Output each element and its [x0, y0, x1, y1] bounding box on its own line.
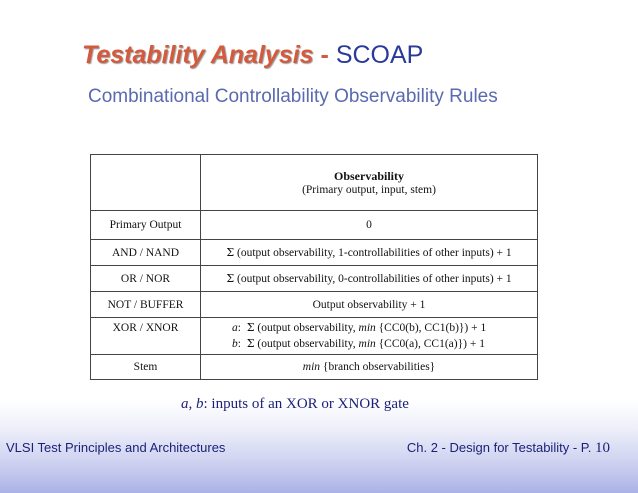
rule-text: (output observability, 0-controllabilities of other inputs) + 1 [236, 273, 512, 285]
sigma-symbol: Σ [246, 337, 255, 350]
slide-title-suffix: SCOAP [335, 41, 424, 69]
header-empty-cell [91, 155, 201, 211]
gate-cell: OR / NOR [91, 266, 201, 292]
rule-cell [201, 240, 538, 266]
table-row [91, 211, 538, 240]
table-row [91, 266, 538, 292]
table-row [91, 355, 538, 380]
rule-text: {branch observabilities} [322, 361, 436, 373]
table-row [91, 240, 538, 266]
table-header-row [91, 155, 538, 211]
rule-min: min [302, 361, 321, 373]
rule-text: (output observability, [257, 338, 356, 350]
rule-cell [201, 318, 538, 355]
rule-var: b [232, 338, 238, 350]
rule-text: (output observability, [257, 322, 356, 334]
slide-title [82, 40, 423, 70]
gate-cell: Stem [91, 355, 201, 380]
rule-var: a [232, 322, 238, 334]
note-vars: a, b [181, 396, 204, 412]
sigma-symbol: Σ [226, 272, 235, 285]
rule-cell: 0 [201, 211, 538, 240]
slide-title-dash: - [320, 41, 329, 69]
rule-cell: Output observability + 1 [201, 292, 538, 318]
xor-rule-line-b [232, 336, 533, 352]
note-caption [181, 396, 409, 413]
footer-course-title: VLSI Test Principles and Architectures [6, 440, 226, 455]
rule-min: min [358, 338, 376, 350]
xor-rule-line-a [232, 320, 533, 336]
rule-min: min [358, 322, 376, 334]
slide-title-main: Testability Analysis [82, 41, 314, 69]
observability-rules-table [90, 154, 538, 380]
note-text: : inputs of an XOR or XNOR gate [203, 396, 409, 412]
rule-cell [201, 355, 538, 380]
footer-chapter: Ch. 2 - Design for Testability - P. [406, 440, 592, 455]
rule-set: {CC0(a), CC1(a)}) + 1 [378, 338, 485, 350]
footer-page-number: 10 [595, 440, 610, 456]
rule-text: (output observability, 1-controllabilities of other inputs) + 1 [236, 247, 512, 259]
rule-cell [201, 266, 538, 292]
table-row [91, 292, 538, 318]
header-cell [201, 155, 538, 211]
slide-subtitle: Combinational Controllability Observability Rules [88, 86, 498, 107]
sigma-symbol: Σ [246, 321, 255, 334]
rule-sep: : [237, 322, 241, 334]
gate-cell: NOT / BUFFER [91, 292, 201, 318]
header-subtitle: (Primary output, input, stem) [302, 184, 436, 196]
rule-set: {CC0(b), CC1(b)}) + 1 [378, 322, 487, 334]
rule-sep: : [237, 338, 241, 350]
footer-chapter-page [407, 440, 610, 457]
table-row [91, 318, 538, 355]
gate-cell: AND / NAND [91, 240, 201, 266]
gate-cell: Primary Output [91, 211, 201, 240]
header-title: Observability [333, 169, 404, 183]
sigma-symbol: Σ [226, 246, 235, 259]
gate-cell: XOR / XNOR [91, 318, 201, 355]
